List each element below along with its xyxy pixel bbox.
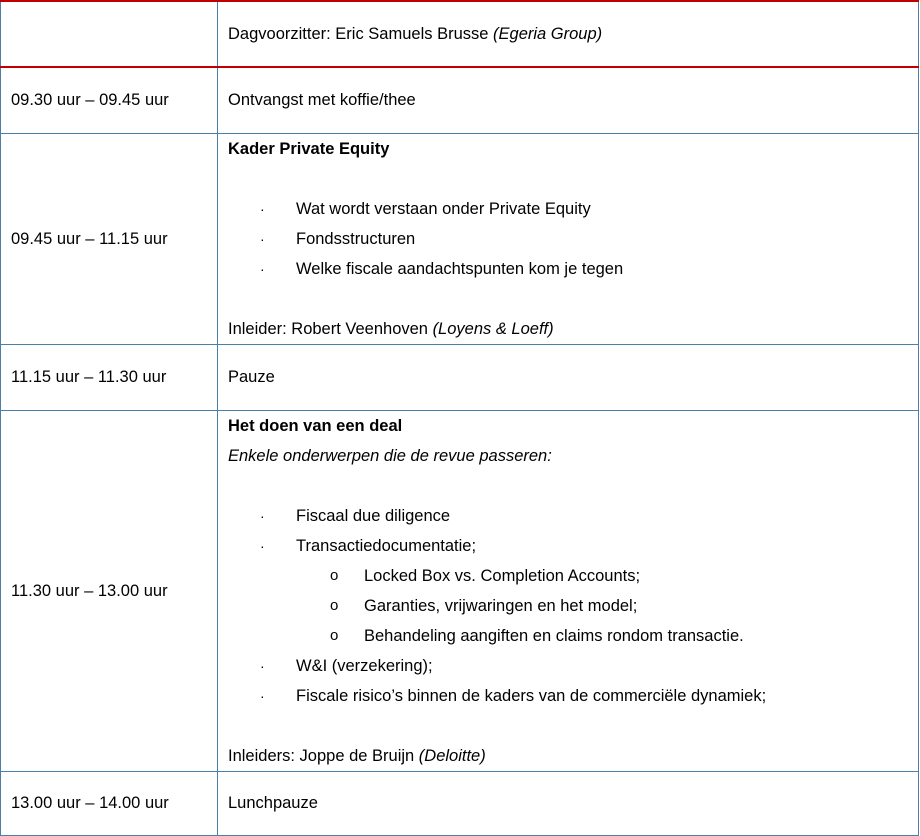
bullet-list (228, 501, 908, 711)
bullet-icon: · (260, 687, 265, 704)
chair-cell (218, 1, 919, 67)
sub-bullet-list (296, 561, 908, 651)
circle-bullet-icon: o (330, 566, 339, 584)
list-item: · Fondsstructuren (228, 224, 908, 254)
list-item: · Welke fiscale aandachtspunten kom je tegen (228, 254, 908, 284)
speaker-line (228, 314, 908, 344)
speaker-label: Inleiders: Joppe de Bruijn (228, 746, 419, 765)
chair-label: Dagvoorzitter: Eric Samuels Brusse (228, 25, 494, 43)
circle-bullet-icon: o (330, 596, 339, 614)
session-text: Ontvangst met koffie/thee (218, 67, 919, 133)
time-cell: 09.30 uur – 09.45 uur (1, 67, 218, 133)
agenda-row-reception (1, 67, 919, 133)
list-item: · Wat wordt verstaan onder Private Equity (228, 194, 908, 224)
speaker-label: Inleider: Robert Veenhoven (228, 319, 433, 338)
speaker-line (228, 741, 908, 771)
bullet-icon: · (260, 260, 265, 277)
session-text: Lunchpauze (218, 771, 919, 835)
speaker-organization: (Loyens & Loeff) (432, 319, 554, 338)
session-subtitle: Enkele onderwerpen die de revue passeren: (228, 446, 552, 465)
sub-list-item: o Garanties, vrijwaringen en het model; (296, 591, 908, 621)
session-title: Kader Private Equity (228, 139, 390, 158)
bullet-icon: · (260, 657, 265, 674)
session-title: Het doen van een deal (228, 416, 403, 435)
agenda-row-private-equity (1, 133, 919, 344)
agenda-row-chair (1, 1, 919, 67)
list-item: · W&I (verzekering); (228, 651, 908, 681)
sub-list-item: o Locked Box vs. Completion Accounts; (296, 561, 908, 591)
session-cell (218, 410, 919, 771)
agenda-row-break (1, 344, 919, 410)
bullet-icon: · (260, 200, 265, 217)
bullet-list (228, 194, 908, 284)
bullet-icon: · (260, 507, 265, 524)
session-text: Pauze (218, 344, 919, 410)
list-item: · Fiscale risico’s binnen de kaders van de commerciële dynamiek; (228, 681, 908, 711)
time-cell-empty (1, 1, 218, 67)
time-cell: 13.00 uur – 14.00 uur (1, 771, 218, 835)
speaker-organization: (Deloitte) (418, 746, 486, 765)
circle-bullet-icon: o (330, 626, 339, 644)
bullet-icon: · (260, 537, 265, 554)
list-item: · Fiscaal due diligence (228, 501, 908, 531)
bullet-icon: · (260, 230, 265, 247)
time-cell: 11.15 uur – 11.30 uur (1, 344, 218, 410)
sub-list-item: o Behandeling aangiften en claims rondom transactie. (296, 621, 908, 651)
agenda-row-deal (1, 410, 919, 771)
time-cell: 09.45 uur – 11.15 uur (1, 133, 218, 344)
chair-organization: (Egeria Group) (493, 25, 603, 43)
time-cell: 11.30 uur – 13.00 uur (1, 410, 218, 771)
agenda-row-lunch (1, 771, 919, 835)
list-item: · Transactiedocumentatie; o Locked Box vs. Completion Accounts; o Garanties, vrijwaringen en het model; o Behandeling aangiften en claims rondom transactie. (228, 531, 908, 651)
session-cell (218, 133, 919, 344)
